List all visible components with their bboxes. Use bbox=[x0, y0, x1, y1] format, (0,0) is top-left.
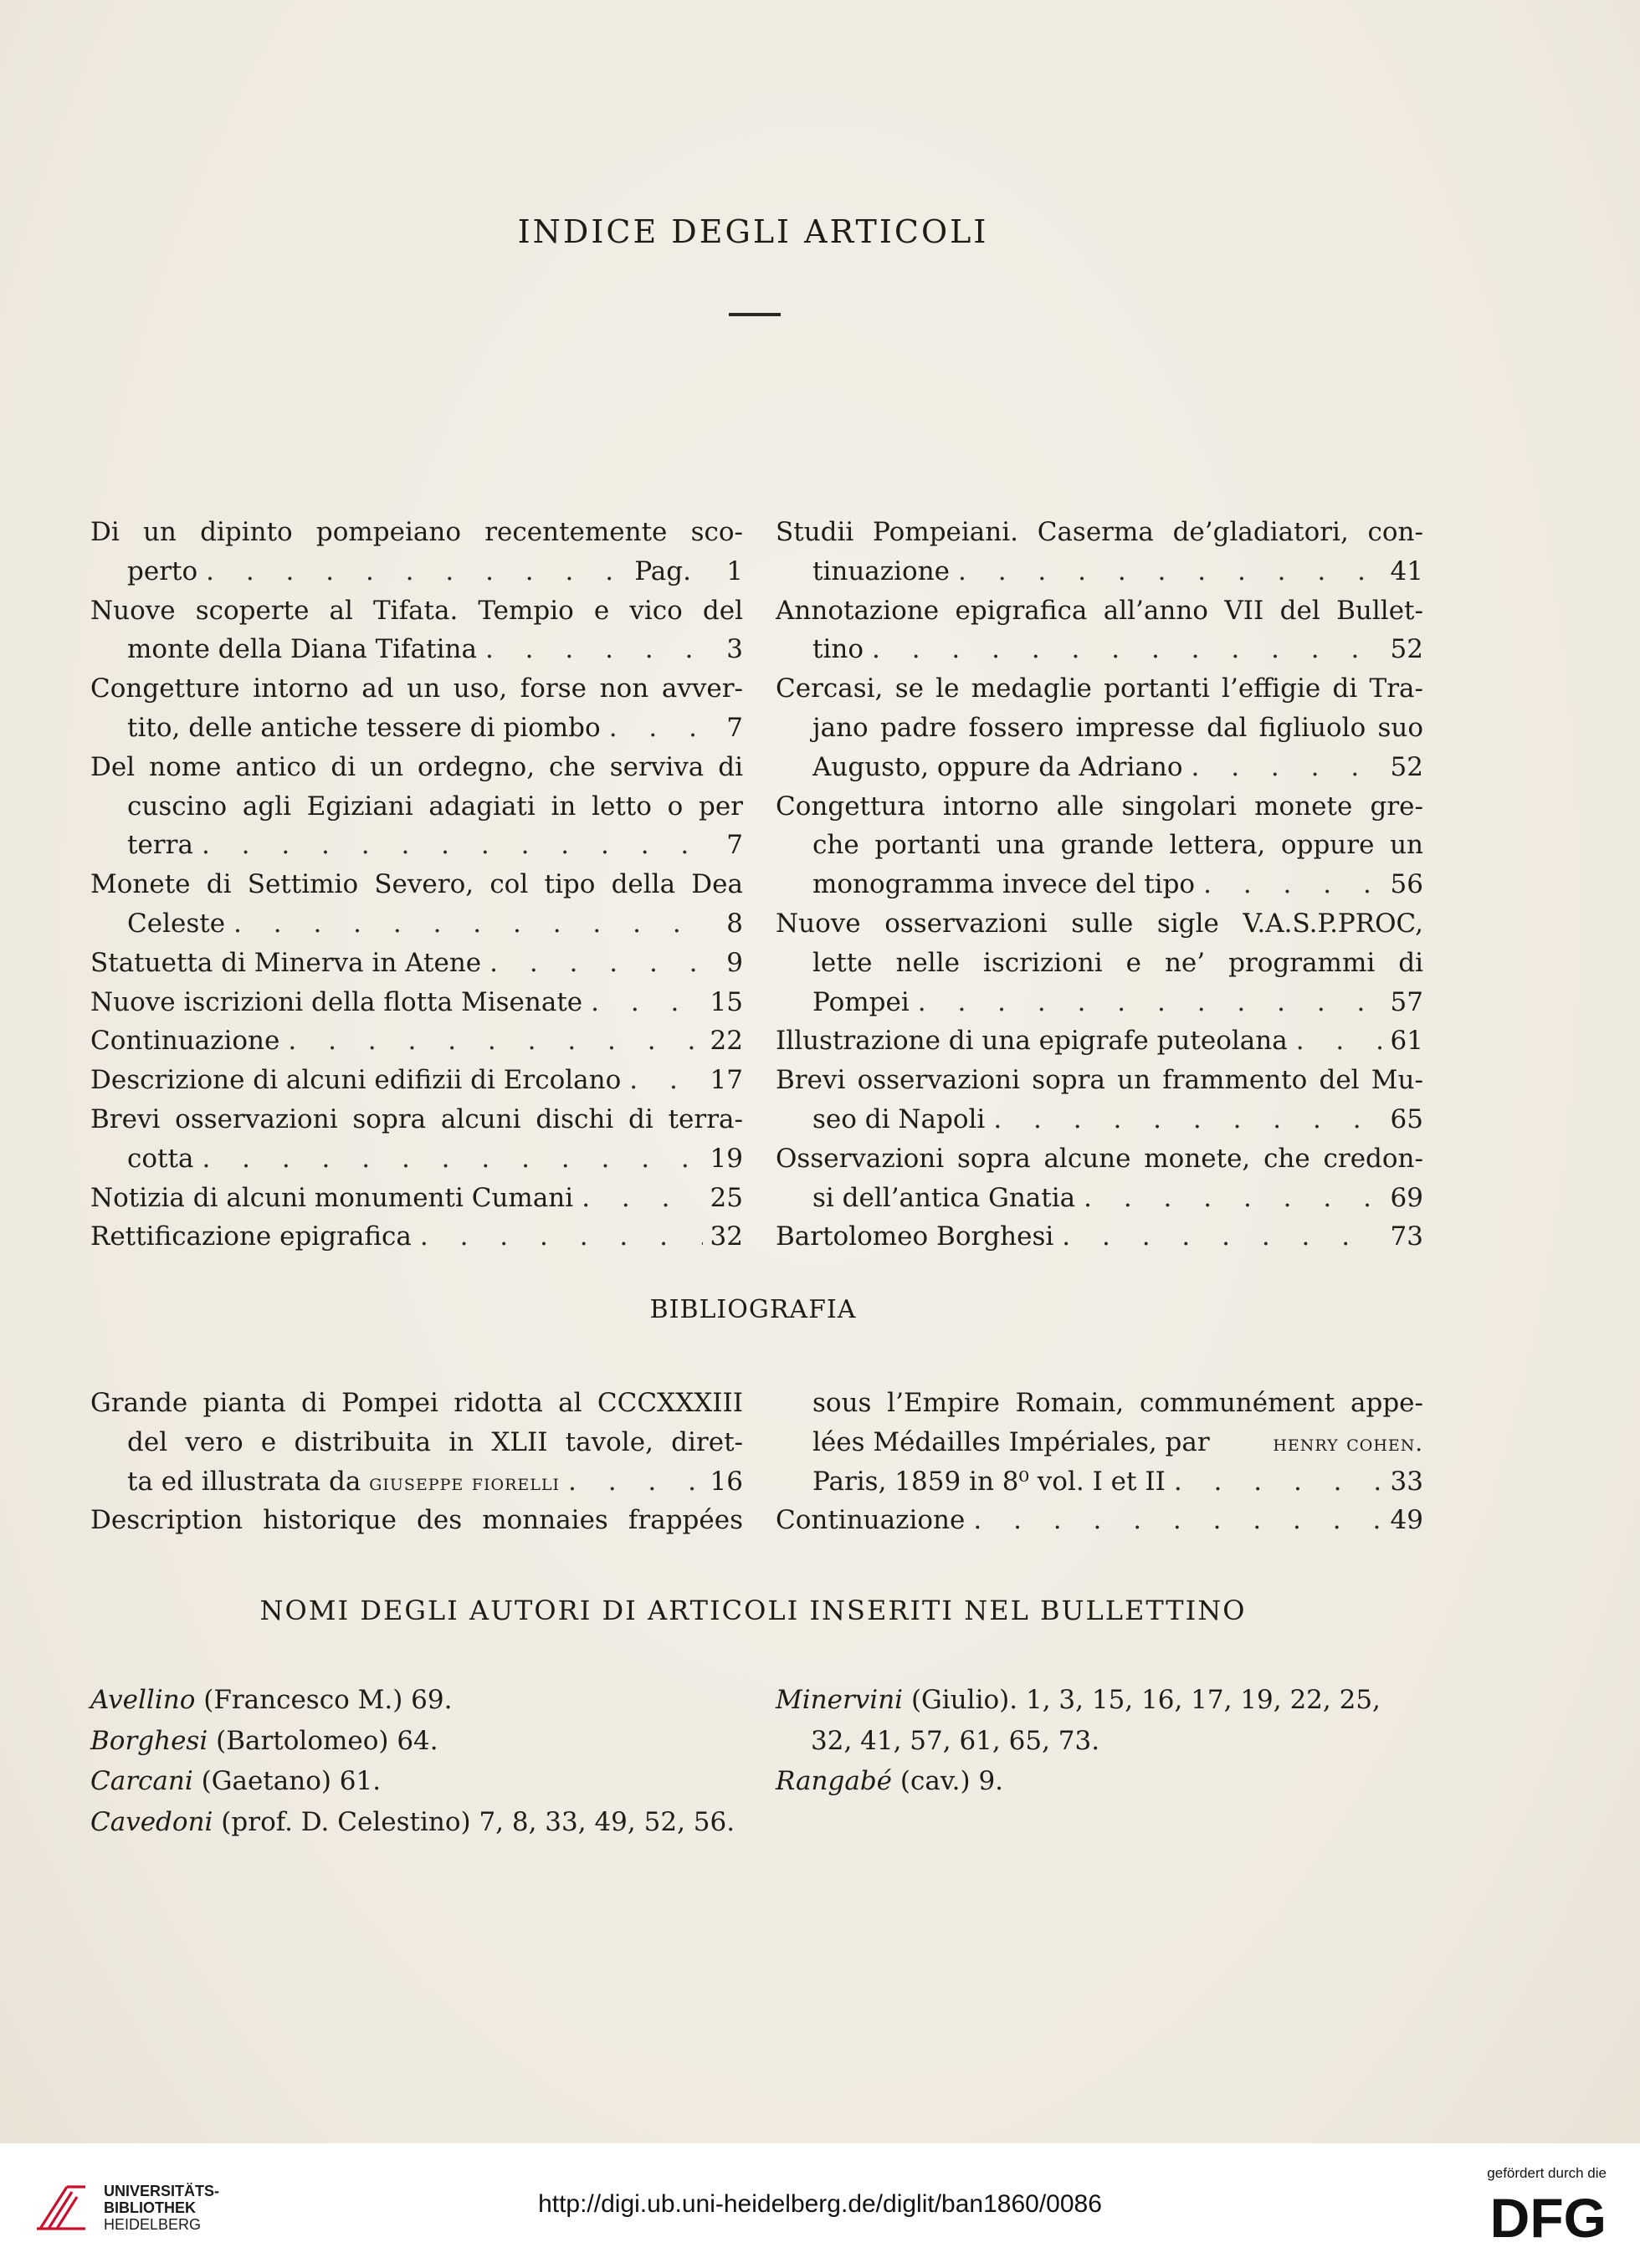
bibliography-line: Description historique des monnaies frappées bbox=[90, 1505, 743, 1536]
sponsor-caption: gefördert durch die bbox=[1487, 2165, 1607, 2181]
page-number: 15 bbox=[710, 986, 743, 1017]
bibliography-entry-line bbox=[776, 1501, 1423, 1540]
library-name-line: UNIVERSITÄTS- bbox=[104, 2183, 220, 2199]
page-number: 9 bbox=[726, 947, 743, 978]
bibliography-line-text: lées Médailles Impériales, par bbox=[812, 1426, 1210, 1457]
toc-entry-line bbox=[776, 865, 1423, 904]
toc-entry-text: perto bbox=[127, 555, 198, 586]
leader-dots bbox=[864, 630, 1383, 669]
toc-entry-line: Cercasi, se le medaglie portanti l’effigie di Tra- bbox=[776, 673, 1423, 704]
toc-entry bbox=[90, 748, 743, 865]
leader-dots bbox=[582, 983, 703, 1022]
toc-entry bbox=[90, 1217, 743, 1257]
toc-entry-line bbox=[776, 1179, 1423, 1218]
toc-entry-line: Nuove scoperte al Tifata. Tempio e vico del bbox=[90, 595, 743, 626]
toc-entry-line bbox=[776, 983, 1423, 1022]
page-label: Pag. bbox=[634, 555, 691, 586]
toc-entry-text: Notizia di alcuni monumenti Cumani bbox=[90, 1182, 574, 1213]
author-name: Cavedoni bbox=[90, 1806, 213, 1837]
toc-entry bbox=[90, 865, 743, 944]
page-number: 65 bbox=[1390, 1103, 1423, 1134]
toc-entry-line: Annotazione epigrafica all’anno VII del Bullet- bbox=[776, 595, 1423, 626]
page-number: 1 bbox=[726, 555, 743, 586]
toc-entry-line: Nuove osservazioni sulle sigle V.A.S.P.PROC, bbox=[776, 908, 1423, 939]
leader-dots bbox=[225, 904, 703, 944]
toc-entry bbox=[90, 591, 743, 670]
toc-entry-line: cuscino agli Egiziani adagiati in letto o per bbox=[127, 791, 743, 822]
toc-entry-line: Congettura intorno alle singolari monete gre- bbox=[776, 791, 1423, 822]
author-entry: Rangabé (cav.) 9. bbox=[776, 1766, 1004, 1796]
page-number: 7 bbox=[726, 830, 743, 861]
toc-entry-line: Studii Pompeiani. Caserma de’gladiatori, con- bbox=[776, 517, 1423, 547]
toc-entry-text: Pompei bbox=[812, 986, 910, 1017]
toc-entry bbox=[776, 787, 1423, 904]
page-number: 7 bbox=[726, 712, 743, 743]
bibliography-line-text: Paris, 1859 in 8⁰ vol. I et II bbox=[812, 1466, 1166, 1497]
toc-entry-text: tinuazione bbox=[812, 555, 951, 586]
bibliography-title: BIBLIOGRAFIA bbox=[649, 1295, 857, 1324]
page-number: 41 bbox=[1390, 555, 1423, 586]
bibliography-entry-line bbox=[90, 1462, 743, 1502]
bibliography-entry-line bbox=[776, 1462, 1423, 1502]
toc-entry bbox=[90, 1021, 743, 1061]
page-number: 49 bbox=[1390, 1505, 1423, 1536]
toc-entry-text: tito, delle antiche tessere di piombo bbox=[127, 712, 601, 743]
toc-entry-text: Continuazione bbox=[90, 1026, 280, 1057]
sponsor-group[interactable] bbox=[1456, 2165, 1607, 2242]
toc-entry bbox=[776, 1217, 1423, 1257]
toc-entry bbox=[776, 591, 1423, 670]
leader-dots bbox=[197, 552, 628, 591]
author-entry: Avellino (Francesco M.) 69. bbox=[90, 1685, 453, 1715]
toc-entry-line bbox=[776, 1100, 1423, 1139]
page-number: 17 bbox=[710, 1065, 743, 1096]
leader-dots bbox=[1183, 748, 1384, 787]
toc-entry bbox=[776, 669, 1423, 786]
author-name: Borghesi bbox=[90, 1725, 208, 1756]
toc-entry-text: Illustrazione di una epigrafe puteolana bbox=[776, 1026, 1288, 1057]
page-number: 22 bbox=[710, 1026, 743, 1057]
toc-entry-line bbox=[90, 1217, 743, 1257]
leader-dots bbox=[560, 1462, 703, 1502]
toc-entry-line bbox=[90, 904, 743, 944]
toc-entry bbox=[776, 904, 1423, 1021]
footer-bar bbox=[0, 2143, 1640, 2268]
toc-entry bbox=[90, 669, 743, 748]
toc-entry-line bbox=[776, 630, 1423, 669]
leader-dots bbox=[193, 826, 703, 865]
toc-entry-text: Celeste bbox=[127, 908, 226, 939]
page-number: 52 bbox=[1390, 634, 1423, 665]
bibliography-line: sous l’Empire Romain, communément appe- bbox=[812, 1388, 1423, 1418]
author-name: Carcani bbox=[90, 1766, 193, 1796]
bibliography-line: Grande pianta di Pompei ridotta al CCCXXXIII bbox=[90, 1388, 743, 1418]
toc-entry bbox=[90, 1061, 743, 1100]
page-number: 25 bbox=[710, 1182, 743, 1213]
page-number: 52 bbox=[1390, 751, 1423, 782]
toc-entry-line bbox=[90, 709, 743, 748]
toc-entry-text: si dell’antica Gnatia bbox=[812, 1182, 1076, 1213]
toc-entry-line: Brevi osservazioni sopra alcuni dischi di terra- bbox=[90, 1103, 743, 1134]
permalink-url[interactable]: http://digi.ub.uni-heidelberg.de/diglit/ban1860/0086 bbox=[538, 2190, 1102, 2218]
toc-entry bbox=[90, 1179, 743, 1218]
leader-dots bbox=[1053, 1217, 1383, 1257]
page-number: 16 bbox=[710, 1466, 743, 1497]
page-number: 3 bbox=[726, 634, 743, 665]
authors-left-column bbox=[90, 1680, 760, 1842]
page-title: INDICE DEGLI ARTICOLI bbox=[517, 213, 989, 250]
toc-entry bbox=[776, 1021, 1423, 1061]
page-number: 8 bbox=[726, 908, 743, 939]
authors-right-column bbox=[776, 1680, 1529, 1802]
authors-title: NOMI DEGLI AUTORI DI ARTICOLI INSERITI NEL BULLETTINO bbox=[259, 1595, 1247, 1626]
toc-entry-text: monogramma invece del tipo bbox=[812, 869, 1196, 900]
toc-entry bbox=[90, 983, 743, 1022]
bibliography-entry-line bbox=[776, 1423, 1423, 1462]
bibliography-right-column bbox=[776, 1384, 1423, 1540]
leader-dots bbox=[985, 1100, 1383, 1139]
toc-entry-line bbox=[90, 826, 743, 865]
toc-entry-line: Del nome antico di un ordegno, che serviva di bbox=[90, 751, 743, 782]
toc-entry-line bbox=[90, 944, 743, 983]
leader-dots bbox=[573, 1179, 703, 1218]
bibliography-author: giuseppe fiorelli bbox=[369, 1469, 560, 1496]
toc-entry-text: seo di Napoli bbox=[812, 1103, 986, 1134]
toc-entry-text: tino bbox=[812, 634, 864, 665]
leader-dots bbox=[601, 709, 703, 748]
page-number: 19 bbox=[710, 1143, 743, 1174]
toc-entry-line bbox=[776, 1021, 1423, 1061]
articles-left-column bbox=[90, 513, 743, 1257]
title-rule bbox=[729, 313, 781, 316]
toc-entry-line bbox=[90, 552, 743, 591]
leader-dots bbox=[965, 1501, 1383, 1540]
toc-entry-line bbox=[90, 630, 743, 669]
toc-entry-text: Augusto, oppure da Adriano bbox=[812, 751, 1183, 782]
leader-dots bbox=[279, 1021, 703, 1061]
toc-entry bbox=[776, 513, 1423, 591]
author-name: Minervini bbox=[776, 1685, 904, 1715]
author-name: Avellino bbox=[90, 1685, 196, 1715]
leader-dots bbox=[1166, 1462, 1383, 1502]
leader-dots bbox=[412, 1217, 703, 1257]
toc-entry-text: monte della Diana Tifatina bbox=[127, 634, 477, 665]
bibliography-line-text: Continuazione bbox=[776, 1505, 966, 1536]
toc-entry-line bbox=[90, 1139, 743, 1179]
bibliography-left-column bbox=[90, 1384, 743, 1540]
toc-entry-line: Brevi osservazioni sopra un frammento del Mu- bbox=[776, 1065, 1423, 1096]
toc-entry-line bbox=[90, 1061, 743, 1100]
page-number: 32 bbox=[710, 1221, 743, 1252]
author-entry-continuation: 32, 41, 57, 61, 65, 73. bbox=[811, 1725, 1100, 1756]
leader-dots bbox=[193, 1139, 703, 1179]
toc-entry-line bbox=[90, 1179, 743, 1218]
dfg-logo-text: DFG bbox=[1489, 2190, 1607, 2242]
toc-entry-text: Rettificazione epigrafica bbox=[90, 1221, 412, 1252]
leader-dots bbox=[1075, 1179, 1383, 1218]
leader-dots bbox=[950, 552, 1383, 591]
toc-entry-line bbox=[776, 748, 1423, 787]
toc-entry bbox=[90, 944, 743, 983]
library-name-line: HEIDELBERG bbox=[104, 2216, 202, 2233]
toc-entry bbox=[90, 1100, 743, 1179]
articles-right-column bbox=[776, 513, 1423, 1257]
toc-entry-line bbox=[90, 1021, 743, 1061]
leader-dots bbox=[1288, 1021, 1383, 1061]
bibliography-line: del vero e distribuita in XLII tavole, diret- bbox=[127, 1426, 743, 1457]
toc-entry bbox=[776, 1061, 1423, 1139]
toc-entry-line: che portanti una grande lettera, oppure un bbox=[812, 830, 1423, 861]
page-number: 73 bbox=[1390, 1221, 1423, 1252]
author-entry: Minervini (Giulio). 1, 3, 15, 16, 17, 19, 22, 25, bbox=[776, 1685, 1381, 1715]
bibliography-line-text: ta ed illustrata da giuseppe fiorelli bbox=[127, 1466, 560, 1497]
toc-entry-line: Congetture intorno ad un uso, forse non avver- bbox=[90, 673, 743, 704]
author-entry: Borghesi (Bartolomeo) 64. bbox=[90, 1725, 438, 1756]
leader-dots bbox=[621, 1061, 703, 1100]
toc-entry-text: Bartolomeo Borghesi bbox=[776, 1221, 1054, 1252]
library-name-line: BIBLIOTHEK bbox=[104, 2199, 196, 2216]
leader-dots bbox=[477, 630, 703, 669]
toc-entry-text: cotta bbox=[127, 1143, 194, 1174]
leader-dots bbox=[910, 983, 1383, 1022]
author-name: Rangabé bbox=[776, 1766, 893, 1796]
toc-entry-text: Statuetta di Minerva in Atene bbox=[90, 947, 482, 978]
page-number: 33 bbox=[1390, 1466, 1423, 1497]
dfg-logo-icon bbox=[1456, 2190, 1607, 2242]
page-number: 69 bbox=[1390, 1182, 1423, 1213]
page-number: 61 bbox=[1390, 1026, 1423, 1057]
toc-entry-line bbox=[776, 1217, 1423, 1257]
leader-dots bbox=[481, 944, 703, 983]
author-entry: Carcani (Gaetano) 61. bbox=[90, 1766, 382, 1796]
leader-dots bbox=[1195, 865, 1383, 904]
toc-entry-line: Osservazioni sopra alcune monete, che credon- bbox=[776, 1143, 1423, 1174]
bibliography-author: henry cohen. bbox=[1273, 1430, 1423, 1457]
page-number: 56 bbox=[1390, 869, 1423, 900]
toc-entry-text: Nuove iscrizioni della flotta Misenate bbox=[90, 986, 583, 1017]
toc-entry-line bbox=[90, 983, 743, 1022]
toc-entry-line bbox=[776, 552, 1423, 591]
toc-entry-line: lette nelle iscrizioni e ne’ programmi di bbox=[812, 947, 1423, 978]
toc-entry-text: terra bbox=[127, 830, 193, 861]
toc-entry-line: Monete di Settimio Severo, col tipo della Dea bbox=[90, 869, 743, 900]
toc-entry-line: jano padre fossero impresse dal figliuolo suo bbox=[812, 712, 1423, 743]
page-number: 57 bbox=[1390, 986, 1423, 1017]
toc-entry-text: Descrizione di alcuni edifizii di Ercolano bbox=[90, 1065, 622, 1096]
toc-entry bbox=[90, 513, 743, 591]
author-entry: Cavedoni (prof. D. Celestino) 7, 8, 33, 49, 52, 56. bbox=[90, 1806, 735, 1837]
toc-entry bbox=[776, 1139, 1423, 1218]
toc-entry-line: Di un dipinto pompeiano recentemente sco- bbox=[90, 517, 743, 547]
